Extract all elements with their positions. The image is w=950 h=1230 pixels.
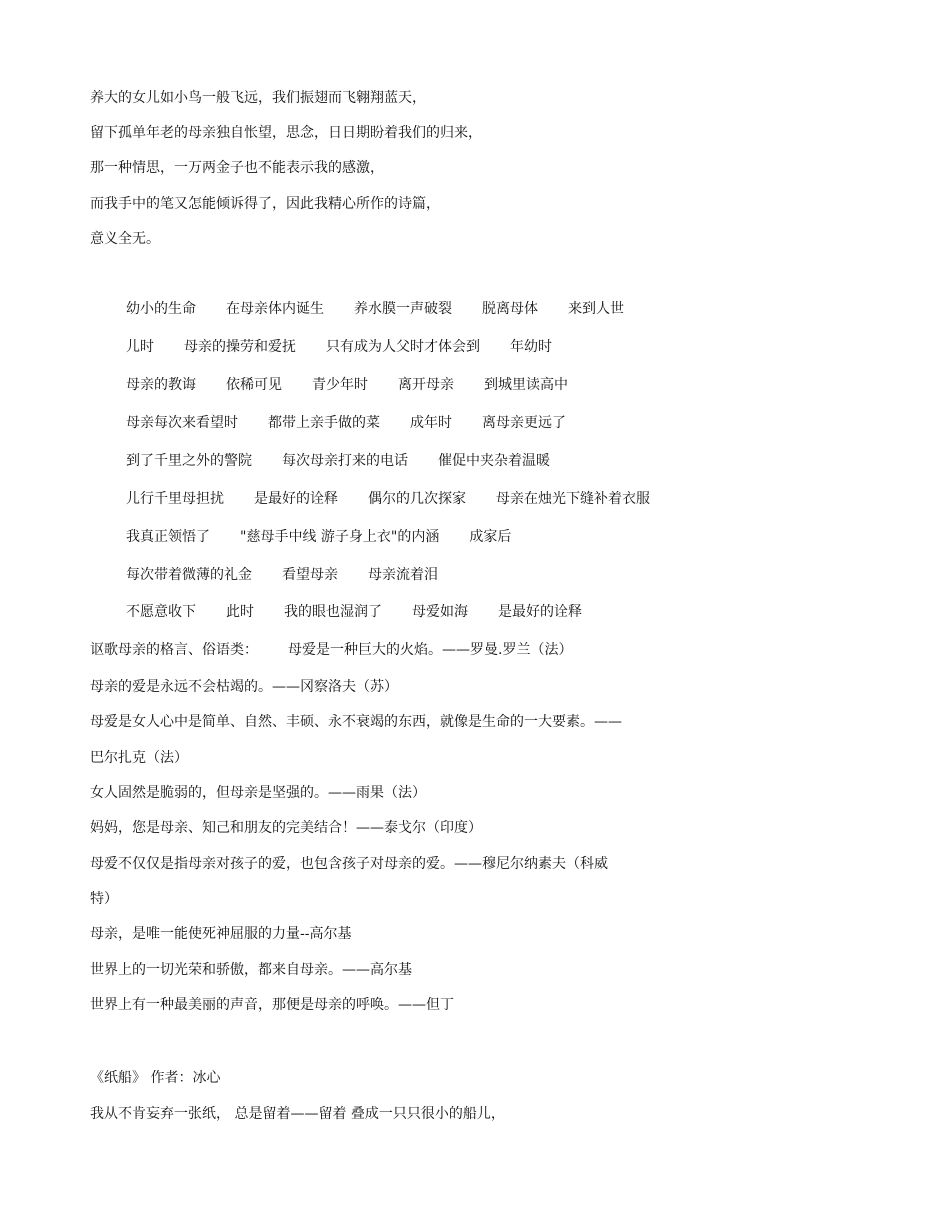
poem-segment: 是最好的诠释 <box>498 604 582 620</box>
poem-line <box>126 527 511 547</box>
quotes-heading-label: 讴歌母亲的格言、俗语类： <box>90 642 258 658</box>
poem-segment: 只有成为人父时才体会到 <box>326 339 480 355</box>
poem-segment: 在母亲体内诞生 <box>226 301 324 317</box>
poem-segment: 是最好的诠释 <box>254 491 338 507</box>
poem-segment: 幼小的生命 <box>126 301 196 317</box>
poem-line <box>126 299 624 319</box>
poem-segment: 依稀可见 <box>226 377 282 393</box>
poem-segment: 催促中夹杂着温暖 <box>438 453 550 469</box>
poem-title-line: 《纸船》 作者：冰心 <box>90 1070 221 1086</box>
poem-segment: 养水膜一声破裂 <box>354 301 452 317</box>
poem-segment: 儿时 <box>126 339 154 355</box>
poem-segment: 离母亲更远了 <box>482 415 566 431</box>
quote-line: 妈妈，您是母亲、知己和朋友的完美结合！——泰戈尔（印度） <box>90 820 482 836</box>
poem-segment: 青少年时 <box>312 377 368 393</box>
poem-segment: 母亲在烛光下缝补着衣服 <box>496 491 650 507</box>
poem-segment: 我的眼也湿润了 <box>284 604 382 620</box>
poem-segment: 母爱如海 <box>412 604 468 620</box>
poem-segment: 儿行千里母担扰 <box>126 491 224 507</box>
poem-segment: 母亲每次来看望时 <box>126 415 238 431</box>
poem-line <box>126 451 550 471</box>
poem-segment: 母亲的教诲 <box>126 377 196 393</box>
intro-line: 意义全无。 <box>90 231 160 247</box>
poem-segment: "慈母手中线 游子身上衣"的内涵 <box>240 529 440 545</box>
poem-segment: 不愿意收下 <box>126 604 196 620</box>
poem-first-line: 我从不肯妄弃一张纸， 总是留着——留着 叠成一只只很小的船儿， <box>90 1106 505 1122</box>
quote-line: 母亲，是唯一能使死神屈服的力量--高尔基 <box>90 926 352 942</box>
poem-segment: 成年时 <box>410 415 452 431</box>
quote-line: 世界上有一种最美丽的声音，那便是母亲的呼唤。——但丁 <box>90 997 454 1013</box>
poem-segment: 此时 <box>226 604 254 620</box>
intro-line: 那一种情思，一万两金子也不能表示我的感激， <box>90 160 384 176</box>
poem-segment: 来到人世 <box>568 301 624 317</box>
poem-line <box>126 602 582 622</box>
quotes-heading-line <box>90 640 572 660</box>
poem-segment: 脱离母体 <box>482 301 538 317</box>
poem-segment: 看望母亲 <box>282 567 338 583</box>
poem-segment: 离开母亲 <box>398 377 454 393</box>
poem-segment: 每次母亲打来的电话 <box>282 453 408 469</box>
poem-segment: 母亲流着泪 <box>368 567 438 583</box>
poem-segment: 到城里读高中 <box>484 377 568 393</box>
quote-text: 母爱是一种巨大的火焰。——罗曼.罗兰（法） <box>288 642 573 658</box>
quote-line: 巴尔扎克（法） <box>90 750 188 766</box>
quote-line: 母亲的爱是永远不会枯竭的。——冈察洛夫（苏） <box>90 679 398 695</box>
quote-line: 母爱是女人心中是简单、自然、丰硕、永不衰竭的东西，就像是生命的一大要素。—— <box>90 714 622 730</box>
poem-line <box>126 489 650 509</box>
poem-segment: 年幼时 <box>510 339 552 355</box>
poem-line <box>126 337 552 357</box>
quote-line: 特） <box>90 891 118 907</box>
intro-line: 而我手中的笔又怎能倾诉得了，因此我精心所作的诗篇， <box>90 196 440 212</box>
poem-segment: 成家后 <box>469 529 512 545</box>
intro-line: 留下孤单年老的母亲独自怅望，思念，日日期盼着我们的归来， <box>90 125 482 141</box>
quote-line: 母爱不仅仅是指母亲对孩子的爱，也包含孩子对母亲的爱。——穆尼尔纳素夫（科威 <box>90 856 608 872</box>
poem-segment: 母亲的操劳和爱抚 <box>184 339 296 355</box>
poem-segment: 都带上亲手做的菜 <box>268 415 380 431</box>
intro-line: 养大的女儿如小鸟一般飞远，我们振翅而飞翱翔蓝天， <box>90 90 426 106</box>
poem-line <box>126 565 438 585</box>
quote-line: 世界上的一切光荣和骄傲，都来自母亲。——高尔基 <box>90 962 412 978</box>
poem-segment: 我真正领悟了 <box>126 529 210 545</box>
poem-line <box>126 413 566 433</box>
poem-line <box>126 375 568 395</box>
poem-segment: 每次带着微薄的礼金 <box>126 567 252 583</box>
poem-segment: 偶尔的几次探家 <box>368 491 466 507</box>
quote-line: 女人固然是脆弱的，但母亲是坚强的。——雨果（法） <box>90 785 426 801</box>
poem-segment: 到了千里之外的警院 <box>126 453 252 469</box>
